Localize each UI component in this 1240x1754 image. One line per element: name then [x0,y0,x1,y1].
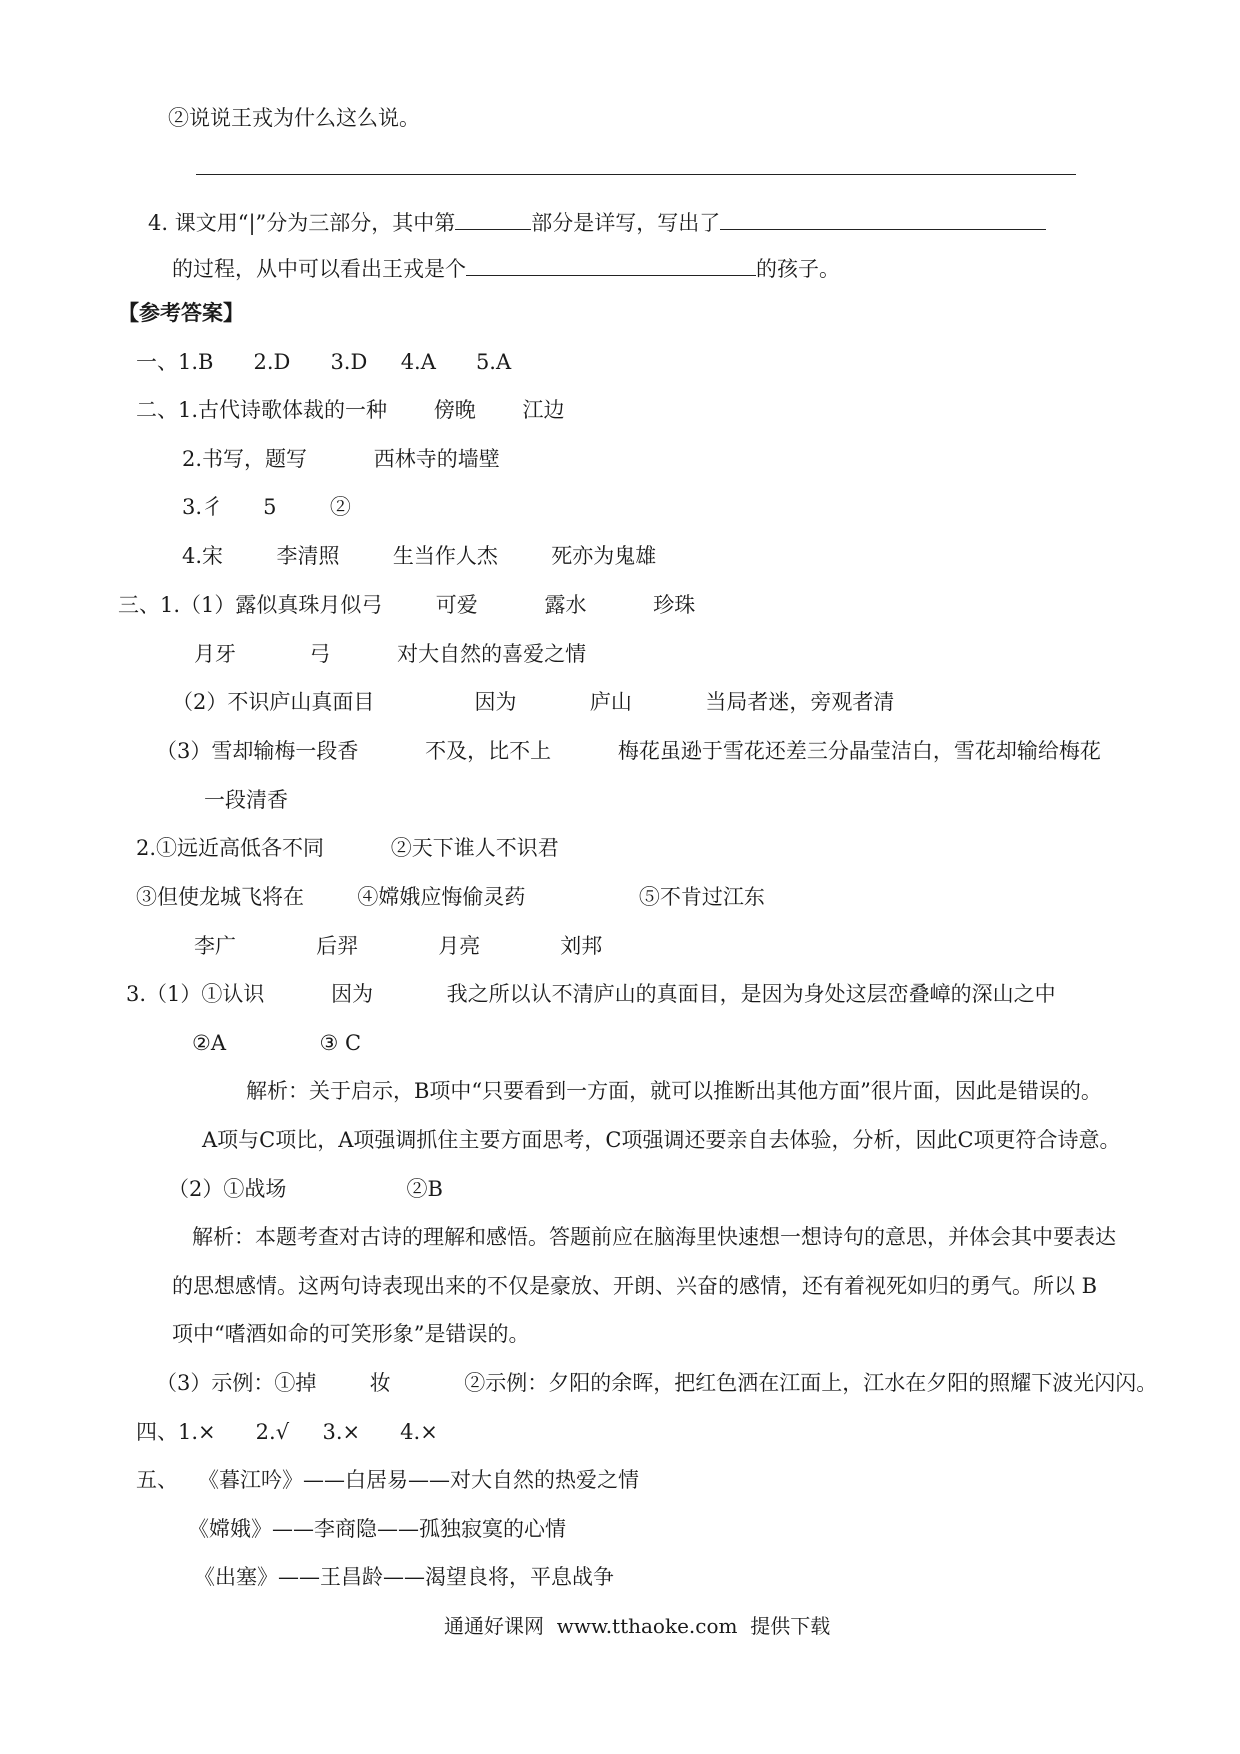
answer-line: 《出塞》——王昌龄——渴望良将，平息战争 [194,1565,614,1589]
question-4-line1 [148,207,1046,237]
question-4-text-a: 4. 课文用“|”分为三部分，其中第 [148,211,456,235]
question-4-text-b: 部分是详写，写出了 [531,211,721,235]
answer-line: 四、1.× 2.√ 3.× 4.× [136,1420,438,1444]
answer-line: 2.书写，题写 西林寺的墙壁 [182,447,500,471]
answer-line: （2）①战场 ②B [168,1177,443,1201]
answer-line: ②A ③ C [192,1031,362,1055]
page-footer: 通通好课网 www.tthaoke.com 提供下载 [444,1614,831,1638]
answer-line: A项与C项比，A项强调抓住主要方面思考，C项强调还要亲自去体验，分析，因此C项更符合诗意。 [202,1128,1121,1152]
answer-line: 一段清香 [204,788,288,812]
blank-character [466,253,756,276]
answer-line: ③但使龙城飞将在 ④嫦娥应悔偷灵药 ⑤不肯过江东 [136,885,765,909]
answer-line: （3）示例：①掉 妆 ②示例：夕阳的余晖，把红色洒在江面上，江水在夕阳的照耀下波光闪闪。 [156,1371,1158,1395]
answer-line: （3）雪却输梅一段香 不及，比不上 梅花虽逊于雪花还差三分晶莹洁白，雪花却输给梅花 [156,739,1101,763]
answer-line: 《嫦娥》——李商隐——孤独寂寞的心情 [188,1517,566,1541]
answer-line: 月牙 弓 对大自然的喜爱之情 [194,642,587,666]
answer-line: 3.彳 5 ② [182,495,351,519]
answer-line: 五、 《暮江吟》——白居易——对大自然的热爱之情 [136,1468,640,1492]
answer-line: 二、1.古代诗歌体裁的一种 傍晚 江边 [136,398,565,422]
answer-line: 解析：本题考查对古诗的理解和感悟。答题前应在脑海里快速想一想诗句的意思，并体会其中要表达 [192,1225,1116,1249]
blank-part-number [455,207,531,230]
question-4-text-d: 的孩子。 [756,257,840,281]
answer-line: 的思想感情。这两句诗表现出来的不仅是豪放、开朗、兴奋的感情，还有着视死如归的勇气。所以 B [172,1274,1098,1298]
question-4-line2 [172,253,840,283]
answer-line: 解析：关于启示，B项中“只要看到一方面，就可以推断出其他方面”很片面，因此是错误的。 [246,1079,1102,1103]
answer-key-heading: 【参考答案】 [118,300,244,325]
answer-line: 一、1.B 2.D 3.D 4.A 5.A [136,350,512,374]
answer-line: 三、1.（1）露似真珠月似弓 可爱 露水 珍珠 [118,593,696,617]
answer-line: 2.①远近高低各不同 ②天下谁人不识君 [136,836,559,860]
answer-line: 3.（1）①认识 因为 我之所以认不清庐山的真面目，是因为身处这层峦叠嶂的深山之中 [126,982,1056,1006]
answer-line: 4.宋 李清照 生当作人杰 死亦为鬼雄 [182,544,657,568]
question-4-text-c: 的过程，从中可以看出王戎是个 [172,257,466,281]
answer-line: （2）不识庐山真面目 因为 庐山 当局者迷，旁观者清 [172,690,895,714]
answer-line: 项中“嗜酒如命的可笑形象”是错误的。 [172,1322,530,1346]
question-sub2: ②说说王戎为什么这么说。 [168,106,420,130]
answer-line: 李广 后羿 月亮 刘邦 [194,934,603,958]
answer-blank-line [196,174,1076,175]
blank-process [720,207,1046,230]
